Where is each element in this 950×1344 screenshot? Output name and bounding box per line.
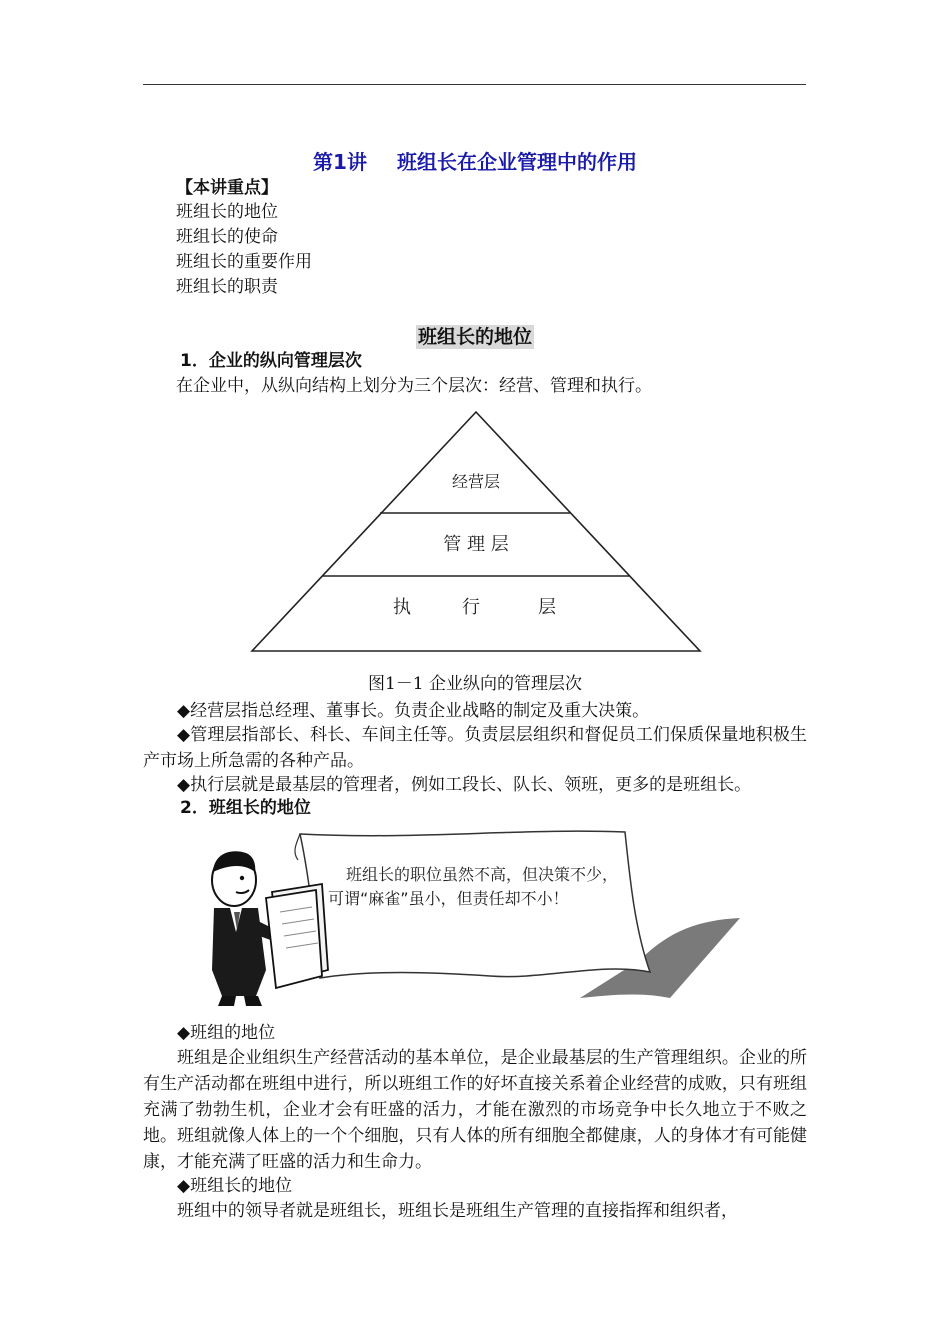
key-point-item: 班组长的地位: [176, 202, 278, 222]
body-paragraph: 班组是企业组织生产经营活动的基本单位，是企业最基层的生产管理组织。企业的所有生产活动都在班组中进行，所以班组工作的好坏直接关系着企业经营的成败，只有班组充满了勃勃生机，企业才会有旺盛的活力，才能在激烈的市场竞争中长久地立于不败之地。班组就像人体上的一个个细胞，只有人体的所有细胞全都健康，人的身体才有可能健康，才能充满了旺盛的活力和生命力。: [143, 1048, 807, 1172]
key-point-item: 班组长的重要作用: [176, 252, 312, 272]
body-paragraph: 班组中的领导者就是班组长，班组长是班组生产管理的直接指挥和组织者，: [177, 1201, 738, 1221]
pyramid-bottom-label: 执: [393, 597, 411, 618]
lecture-topic: 班组长在企业管理中的作用: [396, 150, 637, 174]
intro-text: 在企业中，从纵向结构上划分为三个层次：经营、管理和执行。: [176, 376, 652, 396]
banner-line: 可谓“麻雀”虽小，但责任却不小！: [328, 889, 569, 908]
header-rule: [143, 84, 806, 85]
pyramid-bottom-label: 行: [462, 597, 480, 618]
bullet-paragraph: ◆执行层就是最基层的管理者，例如工段长、队长、领班，更多的是班组长。: [177, 775, 752, 795]
manager-illustration: [200, 820, 760, 1010]
pyramid-bottom-label: 层: [538, 597, 556, 618]
banner-line: 班组长的职位虽然不高，但决策不少，: [346, 865, 619, 884]
subsection-heading: 1．企业的纵向管理层次: [180, 351, 362, 371]
bullet-heading: ◆班组长的地位: [177, 1176, 293, 1196]
subsection-heading: 2．班组长的地位: [180, 798, 311, 818]
figure-caption: 图1－1 企业纵向的管理层次: [367, 674, 583, 694]
pyramid-diagram: [240, 408, 710, 658]
pyramid-middle-label: 管 理 层: [443, 534, 509, 555]
page-title: [0, 146, 950, 175]
lecture-number: 第1讲: [313, 150, 367, 174]
bullet-paragraph: ◆经营层指总经理、董事长。负责企业战略的制定及重大决策。: [177, 701, 650, 721]
bullet-paragraph: ◆管理层指部长、科长、车间主任等。负责层层组织和督促员工们保质保量地积极生产市场上所急需的各种产品。: [143, 725, 807, 771]
key-points-heading: 【本讲重点】: [176, 178, 278, 198]
pyramid-top-label: 经营层: [451, 472, 501, 491]
document-icon: [266, 884, 328, 988]
section-heading: 班组长的地位: [417, 326, 532, 348]
key-point-item: 班组长的职责: [176, 277, 278, 297]
key-point-item: 班组长的使命: [176, 227, 278, 247]
bullet-heading: ◆班组的地位: [177, 1023, 276, 1043]
